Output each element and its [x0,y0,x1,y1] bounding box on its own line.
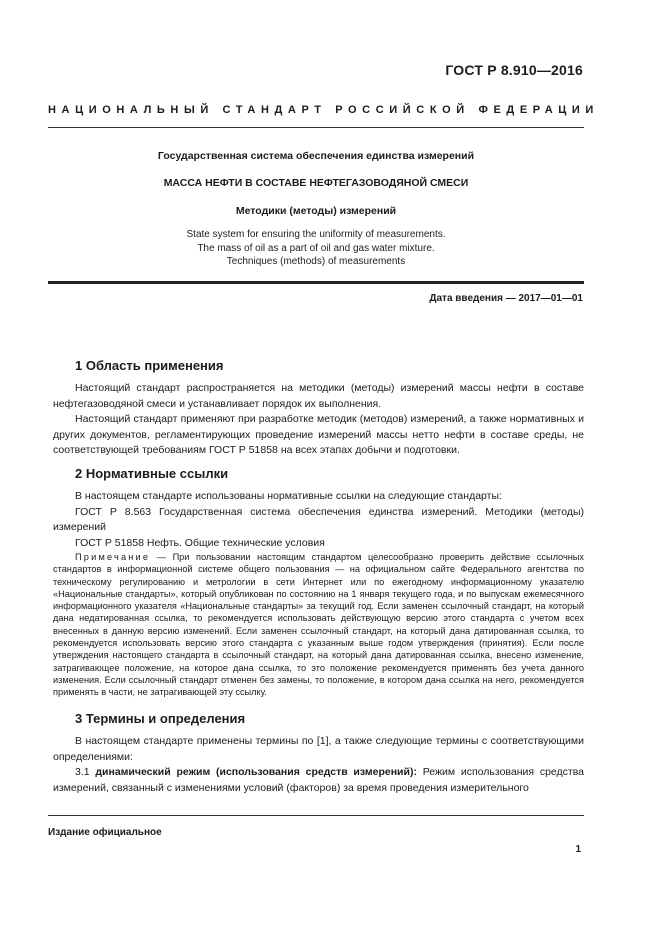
note-text: — При пользовании настоящим стандартом целесообразно проверить действие ссылочных стандартов в информационной системе общего пользования — на официальном сайте Федерального агентства по техническому регулированию и метрологии в сети Интернет или по ежегодному информационному указателю «Национальные стандарты», который опубликован по состоянию на 1 января текущего года, и по выпускам ежемесячного информационного указателя «Национальные стандарты» за текущий год. Если заменен ссылочный стандарт, на который дана недатированная ссылка, то рекомендуется использовать действующую версию этого стандарта с учетом всех внесенных в данную версию изменений. Если заменен ссылочный стандарт, на который дана датированная ссылка, то рекомендуется использовать версию этого стандарта с указанным выше годом утверждения (принятия). Если после утверждения настоящего стандарта в ссылочный стандарт, на который дана датированная ссылка, внесено изменение, затрагивающее положение, на которое дана ссылка, то это положение рекомендуется применять без учета данного изменения. Если ссылочный стандарт отменен без замены, то положение, в котором дана ссылка на него, рекомендуется применять в части, не затрагивающей эту ссылку. [53,552,584,698]
note-paragraph [53,551,584,699]
english-title-line-3: Techniques (methods) of measurements [226,256,406,267]
main-title: МАССА НЕФТИ В СОСТАВЕ НЕФТЕГАЗОВОДЯНОЙ СМЕСИ [163,177,469,189]
section-3-title: 3 Термины и определения [75,711,246,726]
section-2-body [53,489,584,551]
section-1-paragraph-2: Настоящий стандарт применяют при разработке методик (методов) измерений, а также нормативных и других документов, регламентирующих проведение измерений массы нетто нефти в составе среды, не соответствующей требованиям ГОСТ Р 51858 на всех этапах добычи и подготовки. [53,413,584,456]
term-name: динамический режим (использования средств измерений): [95,766,417,778]
section-2-reference-2: ГОСТ Р 51858 Нефть. Общие технические условия [75,536,325,549]
note-label: Примечание [75,552,151,562]
english-title-line-2: The mass of oil as a part of oil and gas water mixture. [197,242,435,254]
section-1-paragraph-1: Настоящий стандарт распространяется на методики (методы) измерений массы нефти в составе нефтегазоводяной смеси и устанавливает порядок их выполнения. [53,382,584,410]
header-divider [48,127,584,128]
footer-divider [48,815,584,816]
section-1-title: 1 Область применения [75,358,224,373]
english-title [48,228,584,269]
section-2-title: 2 Нормативные ссылки [75,466,229,481]
section-2-note [53,551,584,699]
section-1-body [53,381,584,459]
page-number: 1 [575,844,581,855]
section-3-term-3-1 [53,765,584,796]
section-3-body [53,734,584,796]
official-edition-label: Издание официальное [48,827,162,838]
section-2-paragraph-1: В настоящем стандарте использованы нормативные ссылки на следующие стандарты: [75,490,502,502]
document-code: ГОСТ Р 8.910—2016 [445,62,583,78]
term-number: 3.1 [75,766,96,778]
introduction-date: Дата введения — 2017—01—01 [429,293,583,304]
subtitle: Методики (методы) измерений [235,205,397,217]
system-title: Государственная система обеспечения единства измерений [157,150,475,162]
national-standard-heading: НАЦИОНАЛЬНЫЙ СТАНДАРТ РОССИЙСКОЙ ФЕДЕРАЦИИ [48,104,599,116]
section-2-reference-1: ГОСТ Р 8.563 Государственная система обеспечения единства измерений. Методики (методы) измерений [53,505,584,533]
section-3-paragraph-1: В настоящем стандарте применены термины по [1], а также следующие термины с соответствующими определениями: [53,735,584,763]
term-definition: Режим использования средства измерений, связанный с изменениями условий (факторов) за время проведения измерительного [53,766,585,794]
english-title-line-1: State system for ensuring the uniformity of measurements. [186,229,446,240]
title-divider [48,281,584,284]
